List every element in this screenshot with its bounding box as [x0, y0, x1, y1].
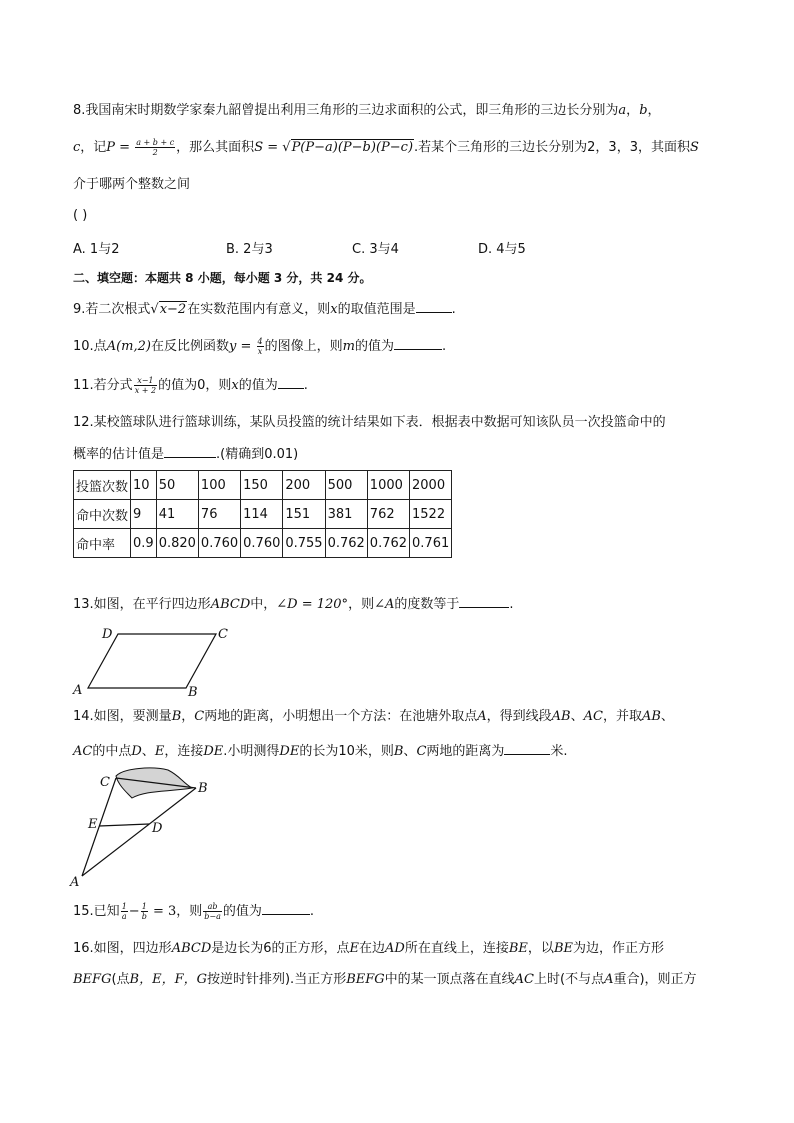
table-row: 投篮次数 10 50 100 150 200 500 1000 2000 [74, 471, 452, 500]
sqrt-sign: √ [282, 140, 291, 155]
q15: 15.已知 $\frac{1}{a}$ − $\frac{1}{b}$ = 3，则 $\frac{ab}{b-a}$ 的值为 . [73, 902, 314, 921]
label-a: A [70, 875, 80, 890]
q8-line2: c，记P = $\frac{a + b + c}{2}$ ，那么其面积S = √P(P−a)(P−b)(P−c).若某个三角形的三边长分别为2，3，3，其面积S [73, 138, 699, 157]
q10: 10.点A(m,2)在反比例函数y = $\frac{4}{x}$ 的图像上，则m的值为 . [73, 337, 447, 356]
label-b: B [188, 685, 198, 700]
stats-table [73, 470, 452, 558]
answer-blank [278, 376, 304, 389]
q8-paren: ( ) [73, 208, 88, 223]
label-e: E [88, 817, 98, 832]
segment-de [99, 824, 149, 826]
label-d: D [152, 821, 163, 836]
label-c: C [218, 627, 228, 642]
option-b: B. 2与3 [226, 242, 273, 257]
section-heading: 二、填空题：本题共 8 小题，每小题 3 分，共 24 分。 [73, 271, 372, 285]
option-d: D. 4与5 [478, 242, 526, 257]
q14-line2: AC的中点D、E，连接DE.小明测得DE的长为10米，则B、C两地的距离为 米. [73, 744, 568, 759]
label-b: B [198, 781, 208, 796]
q13: 13.如图，在平行四边形ABCD中，∠D = 120°，则∠A的度数等于 . [73, 597, 514, 612]
q8-line1: 8.我国南宋时期数学家秦九韶曾提出利用三角形的三边求面积的公式，即三角形的三边长分别为a，b， [73, 103, 661, 118]
q8-line3: 介于哪两个整数之间 [73, 177, 191, 192]
label-c: C [100, 775, 110, 790]
answer-blank [416, 300, 452, 313]
option-c: C. 3与4 [352, 242, 399, 257]
q12-line1: 12.某校篮球队进行篮球训练，某队员投篮的统计结果如下表．根据表中数据可知该队员一次投篮命中的 [73, 415, 666, 430]
label-a: A [73, 683, 83, 698]
q14-line1: 14.如图，要测量B，C两地的距离，小明想出一个方法：在池塘外取点A，得到线段AB、AC，并取AB、 [73, 709, 674, 724]
q16-line1: 16.如图，四边形ABCD是边长为6的正方形，点E在边AD所在直线上，连接BE，以BE为边，作正方形 [73, 941, 664, 956]
parallelogram-shape [88, 634, 216, 688]
option-a: A. 1与2 [73, 242, 120, 257]
table-row: 命中率 0.9 0.820 0.760 0.760 0.755 0.762 0.762 0.761 [74, 529, 452, 558]
q9: 9.若二次根式√x−2在实数范围内有意义，则x的取值范围是 . [73, 302, 456, 317]
q12-line2: 概率的估计值是 .(精确到0.01) [73, 447, 299, 462]
answer-blank [459, 595, 509, 608]
pond-figure [68, 762, 218, 892]
q11: 11.若分式 $\frac{x-1}{x + 2}$ 的值为0，则x的值为 . [73, 376, 308, 395]
answer-blank [504, 742, 550, 755]
q8-fraction: $\frac{a + b + c}{2}$ [136, 138, 175, 157]
table-row: 命中次数 9 41 76 114 151 381 762 1522 [74, 500, 452, 529]
label-d: D [102, 627, 113, 642]
answer-blank [164, 445, 216, 458]
segment-ab [82, 788, 196, 876]
q16-line2: BEFG(点B，E，F，G按逆时针排列).当正方形BEFG中的某一顶点落在直线AC上时(不与点A重合)，则正方 [73, 972, 697, 987]
parallelogram-figure [70, 622, 240, 700]
answer-blank [262, 902, 310, 915]
answer-blank [394, 337, 442, 350]
